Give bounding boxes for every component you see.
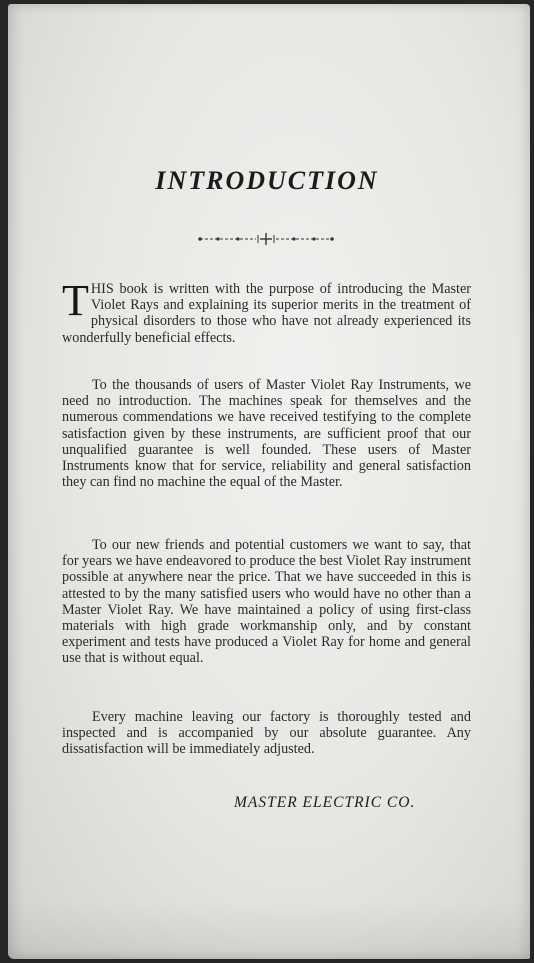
intro-paragraph-3: To our new friends and potential customers we want to say, that for years we have endeavored to produce the best Violet Ray instrument possible at anywhere near the price. That we have succeeded in this is attested to by the many satisfied users who would have no other than a Master Violet Ray. We have maintained a policy of using first-class materials with high grade workmanship only, and by constant experiment and tests have produced a Violet Ray for home and general use that is without equal. xyxy=(62,537,472,667)
company-signature: MASTER ELECTRIC CO. xyxy=(234,794,416,811)
page-title: INTRODUCTION xyxy=(155,166,379,195)
ornamental-divider-icon xyxy=(198,232,334,246)
intro-paragraph-1-text: HIS book is written with the purpose of introducing the Master Violet Rays and explaining its superior merits in the treatment of physical disorders to those who have not already experienced its wonderfully beneficial effects. xyxy=(62,281,471,346)
intro-paragraph-2: To the thousands of users of Master Violet Ray Instruments, we need no introduction. The machines speak for themselves and the numerous commendations we have received testifying to the complete satisfaction given by these instruments, are sufficient proof that our unqualified guarantee is well founded. These users of Master Instruments know that for service, reliability and general satisfaction they can find no machine the equal of the Master. xyxy=(62,377,471,491)
intro-paragraph-1 xyxy=(62,276,471,346)
drop-cap: T xyxy=(62,276,89,325)
intro-paragraph-4: Every machine leaving our factory is thoroughly tested and inspected and is accompanied by our absolute guarantee. Any dissatisfaction will be immediately adjusted. xyxy=(62,709,471,758)
